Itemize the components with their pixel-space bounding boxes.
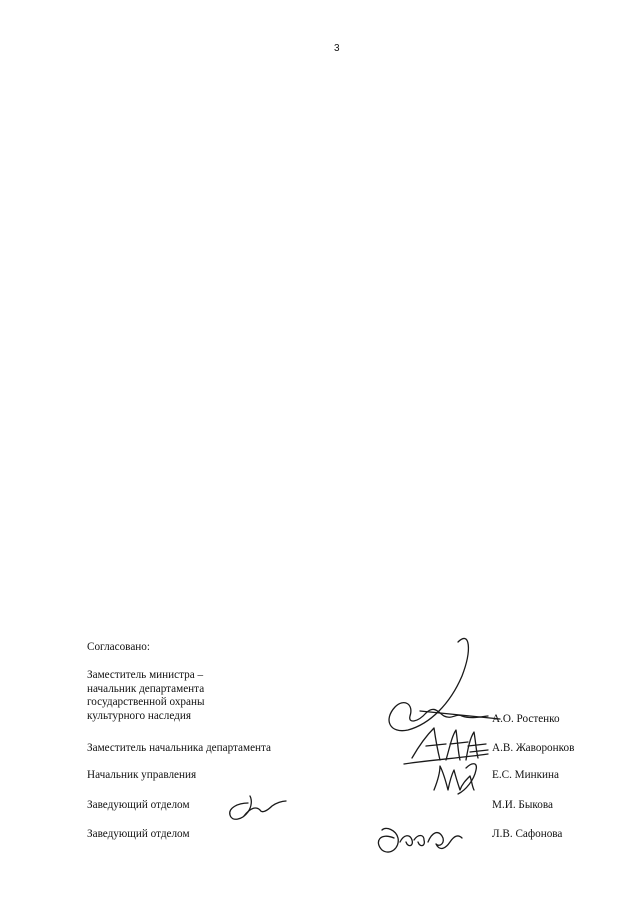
approval-heading: Согласовано:: [87, 641, 150, 653]
approver-position-5: Заведующий отделом: [87, 828, 190, 840]
approver-position-2: Заместитель начальника департамента: [87, 742, 272, 754]
signature-icon: [230, 796, 286, 819]
approver-position-1: [87, 669, 205, 723]
approver-name-4: М.И. Быкова: [492, 799, 553, 811]
position-line: государственной охраны: [87, 696, 205, 708]
approver-name-5: Л.В. Сафонова: [492, 828, 563, 840]
approver-name-2: А.В. Жаворонков: [492, 742, 575, 754]
approver-position-3: Начальник управления: [87, 769, 197, 781]
approver-name-3: Е.С. Минкина: [492, 769, 559, 781]
signature-icon: [434, 764, 476, 794]
position-line: Заместитель министра –: [87, 669, 204, 681]
signature-icon: [389, 638, 500, 730]
position-line: культурного наследия: [87, 709, 191, 722]
page-number: 3: [334, 43, 340, 54]
approver-position-4: Заведующий отделом: [87, 799, 190, 811]
signature-icon: [404, 728, 488, 764]
signature-icon: [378, 828, 462, 852]
approver-name-1: А.О. Ростенко: [492, 713, 560, 725]
position-line: начальник департамента: [87, 682, 205, 695]
